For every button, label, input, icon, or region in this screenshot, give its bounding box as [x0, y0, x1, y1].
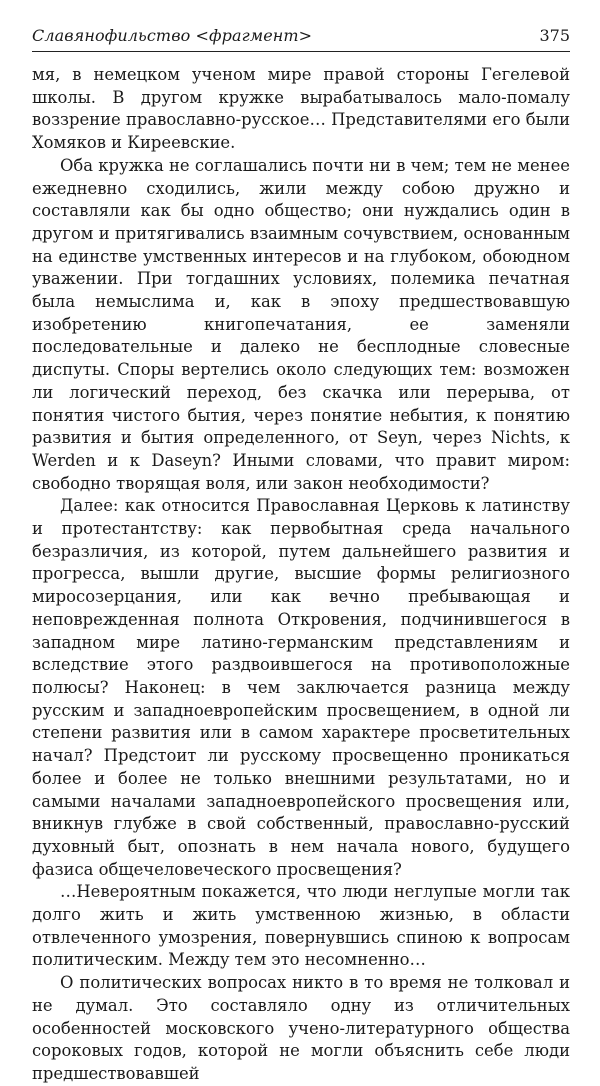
body-text: [32, 64, 570, 1086]
paragraph: О политических вопросах никто в то время не толковал и не думал. Это составляло одну из отличительных особенностей московского учено-литературного общества сороковых годов, которой не могли объяснить себе люди предшествовавшей: [32, 973, 570, 1083]
page-number: 375: [539, 26, 570, 45]
paragraph: …Невероятным покажется, что люди неглупые могли так долго жить и жить умственною жизнью, в области отвлеченного умозрения, повернувшись спиною к вопросам политическим. Между тем это несомненно…: [32, 882, 570, 970]
paragraph-continued: мя, в немецком ученом мире правой стороны Гегелевой школы. В другом кружке вырабатывалось мало-помалу воззрение православно-русское… Представителями его были Хомяков и Киреевские.: [32, 65, 570, 153]
paragraph: Далее: как относится Православная Церковь к латинству и протестантству: как первобытная среда начального безразличия, из которой, путем дальнейшего развития и прогресса, вышли другие, высшие формы религиозного миросозерцания, или как вечно пребывающая и неповрежденная полнота Откровения, подчинившегося в западном мире латино-германским представлениям и вследствие этого раздвоившегося на противоположные полюсы? Наконец: в чем заключается разница между русским и западноевропейским просвещением, в одной ли степени развития или в самом характере просветительных начал? Предстоит ли русскому просвещенно проникаться более и более не только внешними результатами, но и самыми началами западноевропейского просвещения или, вникнув глубже в свой собственный, православно-русский духовный быт, опознать в нем начала нового, будущего фазиса общечеловеческого просвещения?: [32, 496, 570, 879]
running-header: [32, 26, 570, 52]
paragraph: Оба кружка не соглашались почти ни в чем; тем не менее ежедневно сходились, жили между собою дружно и составляли как бы одно общество; они нуждались один в другом и притягивались взаимным сочувствием, основанным на единстве умственных интересов и на глубоком, обоюдном уважении. При тогдашних условиях, полемика печатная была немыслима и, как в эпоху предшествовавшую изобретению книгопечатания, ее заменяли последовательные и далеко не бесплодные словесные диспуты. Споры вертелись около следующих тем: возможен ли логический переход, без скачка или перерыва, от понятия чистого бытия, через понятие небытия, к понятию развития и бытия определенного, от Seyn, через Nichts, к Werden и к Daseyn? Иными словами, что правит миром: свободно творящая воля, или закон необходимости?: [32, 155, 570, 493]
running-title: Славянофильство <фрагмент>: [32, 26, 313, 45]
